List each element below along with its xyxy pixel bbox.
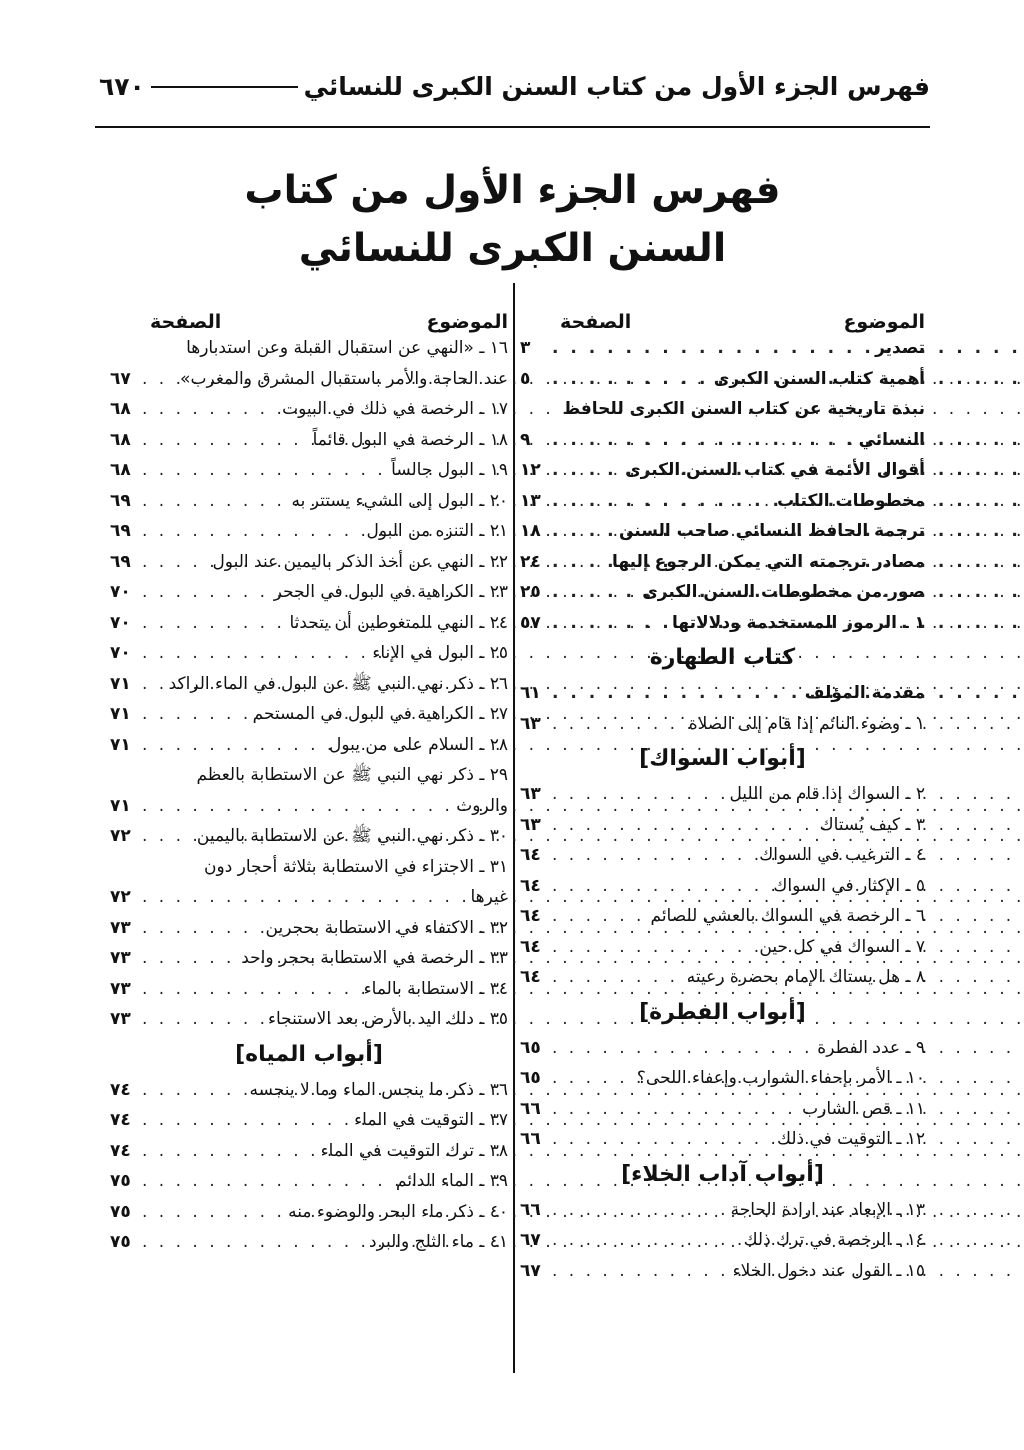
toc-entry-title: ٢ ـ السواك إذا قام من الليل: [729, 784, 925, 804]
toc-entry-title: ٦ ـ الرخصة في السواك بالعشي للصائم: [650, 906, 925, 926]
header-topic: الموضوع: [843, 311, 925, 333]
toc-entry: [110, 821, 508, 852]
leader-dots: [142, 1004, 268, 1035]
toc-entry-title: ٧ ـ السواك في كل حين: [759, 936, 925, 957]
toc-entry-title: ٣ ـ كيف يُستاك: [819, 814, 925, 835]
toc-entry: [110, 638, 508, 669]
toc-entry: [110, 1105, 508, 1136]
leader-dots: [552, 1033, 817, 1064]
toc-entry-title: ٩ ـ عدد الفطرة: [817, 1037, 925, 1058]
toc-entry-title: ٢٨ ـ السلام على من يبول: [329, 734, 508, 755]
toc-entry-title: ١٣ ـ الإبعاد عند ارادة الحاجة: [730, 1199, 925, 1220]
leader-dots: [142, 455, 391, 486]
toc-entry-title: ٢٣ ـ الكراهية في البول في الجحر: [273, 582, 508, 602]
leader-dots: [142, 669, 169, 700]
header-page: الصفحة: [560, 311, 632, 333]
toc-entry: [110, 1075, 508, 1106]
toc-entry-title: ٤٠ ـ ذكر ماء البحر والوضوء منه: [288, 1201, 508, 1222]
toc-entry-page: ٥٧: [520, 612, 541, 633]
toc-entry-title: ٣٥ ـ دلك اليد بالأرض بعد الاستنجاء: [268, 1009, 508, 1029]
toc-entry-title: ١٢ ـ التوقيت في ذلك: [777, 1129, 925, 1149]
toc-entry-page: ٦٨: [110, 429, 131, 450]
column-header: [110, 285, 508, 333]
page-title: [95, 162, 930, 278]
leader-dots: [142, 1105, 354, 1136]
toc-entry: [110, 1004, 508, 1035]
section-heading: [أبواب الفطرة]: [639, 999, 806, 1025]
toc-entry-page: ٦٤: [520, 845, 541, 865]
toc-entry: [110, 1227, 508, 1258]
leader-dots: [142, 1166, 396, 1197]
toc-entry-title: أهمية كتاب السنن الكبرى: [713, 368, 925, 389]
leader-dots: [142, 882, 470, 913]
toc-entry-title: ٣٢ ـ الاكتفاء في الاستطابة بحجرين: [265, 917, 508, 938]
leader-dots: [142, 516, 366, 547]
toc-entry: [110, 1136, 508, 1167]
toc-entry: [110, 577, 508, 608]
toc-entry-title: ١٨ ـ الرخصة في البول قائماً: [312, 429, 508, 450]
toc-entry: [110, 943, 508, 974]
toc-entry-title: ١٠ ـ الأمر بإحفاء الشوارب وإعفاء اللحى؟: [636, 1068, 925, 1088]
toc-entry-title: ٣٣ ـ الرخصة في الاستطابة بحجر واحد: [241, 948, 508, 968]
leader-dots: [142, 425, 313, 456]
toc-column-left: [110, 285, 508, 1258]
toc-entry-title: ١ ـ الرموز المستخدمة ودلالاتها: [672, 612, 925, 633]
column-header: [520, 285, 925, 333]
header-page: الصفحة: [150, 311, 222, 333]
toc-entry-page: ٦٦: [520, 1129, 541, 1149]
toc-entry-page: ٦٦: [520, 1098, 541, 1119]
toc-entry-page: ٧٣: [110, 917, 131, 938]
leader-dots: [552, 333, 875, 364]
toc-entry: [520, 333, 925, 364]
toc-entry: [110, 882, 508, 913]
section-heading: [أبواب المياه]: [235, 1041, 383, 1067]
running-head-rule: [151, 86, 298, 88]
leader-dots: [142, 1075, 249, 1106]
toc-entry-page: ٦١: [520, 683, 541, 703]
toc-entry-continuation: عند الحاجة والأمر باستقبال المشرق والمغرب»: [180, 368, 508, 389]
toc-entry-page: ٧٥: [110, 1171, 131, 1191]
section-heading: [أبواب السواك]: [639, 746, 806, 771]
toc-entry-page: ٧٤: [110, 1110, 131, 1130]
toc-entry: [110, 699, 508, 730]
toc-entry: [520, 1256, 925, 1287]
toc-entry-page: ٦٩: [110, 490, 131, 511]
toc-entry-page: ٦٤: [520, 906, 541, 926]
leader-dots: [142, 730, 329, 761]
toc-entry-page: ٩: [520, 429, 531, 450]
section-heading: [أبواب آداب الخلاء]: [621, 1161, 824, 1187]
toc-entry-title: ٢٦ ـ ذكر نهي النبي ﷺ عن البول في الماء الراكد: [168, 673, 508, 694]
leader-dots: [142, 486, 291, 517]
toc-entry-page: ٦٤: [520, 967, 541, 987]
toc-entry-page: ٧٤: [110, 1079, 131, 1100]
toc-entry-page: ٧٥: [110, 1201, 131, 1222]
toc-entry-page: ٧٣: [110, 1009, 131, 1029]
toc-entry-page: ٦٨: [110, 399, 131, 419]
leader-dots: [142, 943, 241, 974]
toc-entry: [110, 1166, 508, 1197]
toc-entry-page: ٧١: [110, 734, 131, 755]
toc-entry-page: ٦٣: [520, 784, 541, 804]
header-topic: الموضوع: [426, 311, 508, 333]
toc-entry-page: ٣: [520, 338, 531, 358]
toc-entry-title: ١٤ ـ الرخصة في ترك ذلك: [743, 1230, 925, 1250]
toc-entry-title: ٣٧ ـ التوقيت في الماء: [354, 1110, 508, 1130]
leader-dots: [142, 608, 289, 639]
leader-dots: [142, 913, 266, 944]
toc-entry: [110, 486, 508, 517]
toc-entry: [110, 394, 508, 425]
running-head-title: فهرس الجزء الأول من كتاب السنن الكبرى للنسائي: [303, 72, 930, 101]
leader-dots: [142, 974, 364, 1005]
leader-dots: [552, 1256, 733, 1287]
leader-dots: [142, 1227, 369, 1258]
toc-entry-page: ٦٣: [520, 814, 541, 835]
toc-entry-continuation: والروث: [456, 795, 508, 816]
header-divider: [95, 126, 930, 128]
toc-entry-page: ٧٣: [110, 948, 131, 968]
toc-entry-title: ٤١ ـ ماء الثلج والبرد: [369, 1232, 508, 1252]
toc-entry: [520, 1033, 925, 1064]
toc-entry-title: ٢١ ـ التنزه من البول: [366, 521, 508, 541]
toc-entry: [110, 364, 508, 395]
toc-entry-title: ٤ ـ الترغيب في السواك: [759, 845, 925, 865]
leader-dots: [142, 577, 274, 608]
leader-dots: [142, 1197, 288, 1228]
toc-entry-continuation: النسائي: [858, 429, 925, 450]
toc-entry-page: ٦٧: [520, 1230, 541, 1250]
toc-entry-continuation: غيرها: [470, 887, 508, 907]
toc-entry-title: ١٦ ـ «النهي عن استقبال القبلة وعن استدبارها: [186, 338, 508, 358]
toc-entry-page: ٢٤: [520, 551, 541, 572]
toc-entry-page: ٧٢: [110, 887, 131, 907]
toc-entry-title: ٨ ـ هل يستاك الإمام بحضرة رعيته: [686, 967, 925, 987]
toc-entry-page: ١٨: [520, 521, 541, 541]
toc-entry-page: ٥: [520, 368, 531, 389]
toc-entry: [110, 730, 508, 761]
toc-entry-title: تصدير: [875, 338, 925, 358]
toc-entry-title: ١٥ ـ القول عند دخول الخلاء: [732, 1260, 925, 1281]
running-head: [95, 72, 930, 101]
toc-entry-page: ٧١: [110, 704, 131, 724]
toc-entry: [110, 974, 508, 1005]
toc-entry-title: ٢٠ ـ البول إلى الشيء يستتر به: [291, 490, 508, 511]
toc-entry-page: ٦٤: [520, 936, 541, 957]
toc-entry-page: ٦٥: [520, 1037, 541, 1058]
toc-entry-page: ٦٤: [520, 875, 541, 896]
toc-entry-page: ٦٣: [520, 713, 541, 734]
toc-entry-title: ٣٦ ـ ذكر ما ينجس الماء وما لا ينجسه: [249, 1079, 508, 1100]
toc-entry-page: ٦٩: [110, 551, 131, 572]
toc-entry-title: ١٧ ـ الرخصة في ذلك في البيوت: [282, 399, 508, 419]
toc-entry-title: ٣١ ـ الاجتزاء في الاستطابة بثلاثة أحجار دون: [204, 856, 508, 877]
toc-entry-title: ٢٩ ـ ذكر نهي النبي ﷺ عن الاستطابة بالعظم: [196, 765, 508, 785]
toc-entry-title: مخطوطات الكتاب: [777, 490, 925, 511]
toc-entry-page: ٧١: [110, 673, 131, 694]
toc-entry-page: ٧٠: [110, 582, 131, 602]
toc-entry: [110, 608, 508, 639]
toc-entry-page: ٦٧: [520, 1260, 541, 1281]
toc-entry: [110, 547, 508, 578]
leader-dots: [142, 394, 282, 425]
leader-dots: [142, 791, 456, 822]
leader-dots: [142, 547, 212, 578]
toc-entry-title: ١١ ـ قص الشارب: [802, 1098, 925, 1119]
toc-entry-page: ١٢: [520, 460, 541, 480]
toc-entry-title: ٣٤ ـ الاستطابة بالماء: [363, 978, 508, 999]
toc-entry-page: ٧١: [110, 795, 131, 816]
toc-entry-title: ٣٠ ـ ذكر نهي النبي ﷺ عن الاستطابة باليمين: [196, 826, 508, 846]
toc-entry-page: ٧٣: [110, 978, 131, 999]
section-heading: كتاب الطهارة: [649, 645, 796, 670]
leader-dots: [142, 1136, 321, 1167]
leader-dots: [142, 364, 180, 395]
toc-entry-page: ٧٠: [110, 643, 131, 663]
toc-entry-page: ٦٧: [110, 368, 131, 389]
toc-entry-title: ٢٢ ـ النهي عن أخذ الذكر باليمين عند البول: [212, 551, 508, 572]
toc-entry: [110, 913, 508, 944]
toc-entry: [110, 1197, 508, 1228]
toc-entry-page: ٧٤: [110, 1140, 131, 1161]
toc-entry-title: نبذة تاريخية عن كتاب السنن الكبرى للحافظ: [562, 399, 925, 419]
toc-entry-page: ٧٥: [110, 1232, 131, 1252]
toc-entry-title: ٢٥ ـ البول في الإناء: [372, 643, 508, 663]
toc-entries: [110, 333, 508, 1258]
toc-entry: [110, 516, 508, 547]
leader-dots: [142, 821, 197, 852]
toc-entry: [110, 425, 508, 456]
toc-entry-title: ٥ ـ الإكثار في السواك: [773, 875, 925, 896]
toc-entry-page: ٧٠: [110, 612, 131, 633]
toc-entry-title: ٣٨ ـ ترك التوقيت في الماء: [320, 1140, 508, 1161]
toc-entry-page: ٦٥: [520, 1068, 541, 1088]
toc-entry-title: ٢٤ ـ النهي للمتغوطين أن يتحدثا: [289, 612, 508, 633]
toc-entry-title: مقدمة المؤلف: [804, 683, 925, 703]
page-number: ٦٧٠: [99, 72, 145, 101]
leader-dots: [142, 699, 253, 730]
toc-entry-title: ترجمة الحافظ النسائي صاحب السنن: [619, 521, 925, 541]
page-title-line-1: فهرس الجزء الأول من كتاب: [244, 168, 781, 213]
toc-entry-title: صور من مخطوطات السنن الكبرى: [642, 582, 925, 602]
toc-entry-page: ٧٢: [110, 826, 131, 846]
toc-entry-page: ٦٦: [520, 1199, 541, 1220]
leader-dots: [142, 638, 372, 669]
toc-entry-title: أقوال الأئمة في كتاب السنن الكبرى: [625, 460, 925, 480]
toc-entry: [110, 455, 508, 486]
toc-entry-page: ١٣: [520, 490, 541, 511]
toc-entry-title: مصادر ترجمته التي يمكن الرجوع إليها: [612, 551, 925, 572]
toc-entry-title: ١ ـ وضوء النائم إذا قام إلى الصلاة: [688, 713, 925, 734]
toc-entry-title: ١٩ ـ البول جالساً: [391, 460, 508, 480]
toc-entry-title: ٣٩ ـ الماء الدائم: [396, 1171, 508, 1191]
page-title-line-2: السنن الكبرى للنسائي: [298, 226, 727, 271]
toc-entry-title: ٢٧ ـ الكراهية في البول في المستحم: [252, 704, 508, 724]
toc-entry-page: ٦٨: [110, 460, 131, 480]
toc-entry-page: ٦٩: [110, 521, 131, 541]
toc-entry-page: ٢٥: [520, 582, 541, 602]
toc-entry: [110, 669, 508, 700]
toc-entry: [110, 791, 508, 822]
